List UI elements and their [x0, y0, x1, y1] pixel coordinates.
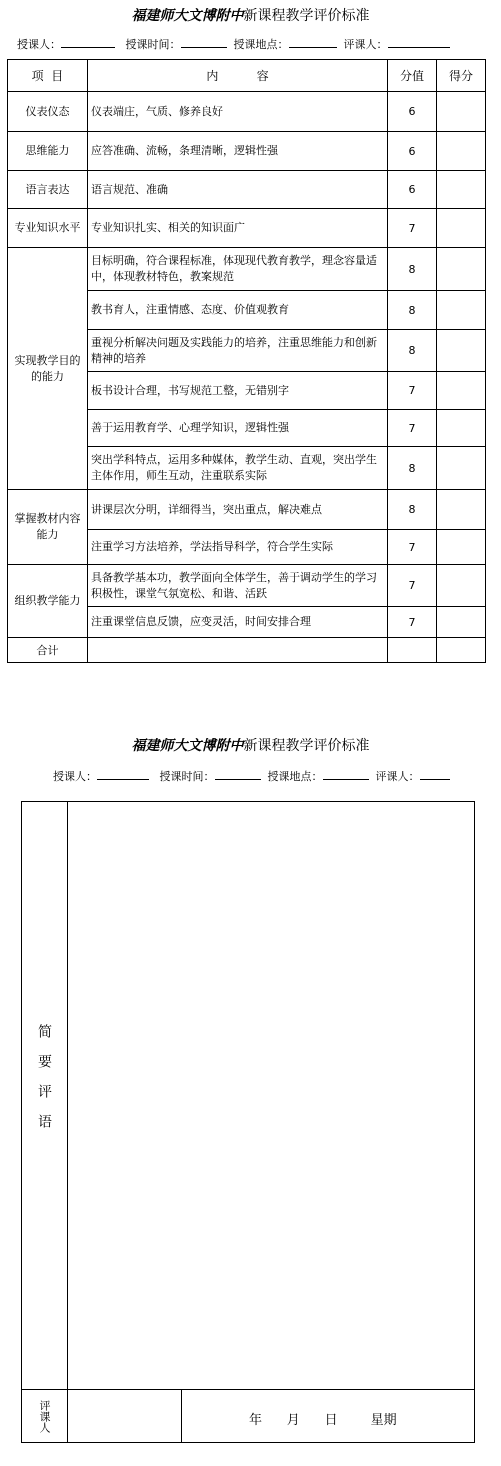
- table-row: [8, 490, 486, 530]
- total-score-cell: [388, 638, 437, 663]
- reviewer-label: 评课人：: [343, 38, 388, 51]
- row-score: 7: [388, 530, 437, 565]
- table-header-row: [8, 60, 486, 92]
- row-content: 语言规范、准确: [88, 171, 388, 209]
- row-score: 8: [388, 490, 437, 530]
- row-item: 掌握教材内容能力: [8, 490, 88, 565]
- row-got-cell[interactable]: [437, 330, 486, 372]
- row-item: 组织教学能力: [8, 565, 88, 638]
- row-content: 专业知识扎实、相关的知识面广: [88, 209, 388, 248]
- header-score: 分值: [388, 60, 437, 92]
- row-got-cell[interactable]: [437, 171, 486, 209]
- row-content: 仪表端庄，气质、修养良好: [88, 92, 388, 132]
- row-score: 7: [388, 410, 437, 447]
- teacher-blank[interactable]: [61, 37, 115, 48]
- header-item: 项 目: [8, 60, 88, 92]
- row-content: 注重课堂信息反馈，应变灵活，时间安排合理: [88, 607, 388, 638]
- row-got-cell[interactable]: [437, 209, 486, 248]
- row-score: 7: [388, 607, 437, 638]
- total-label: 合计: [8, 638, 88, 663]
- row-got-cell[interactable]: [437, 248, 486, 291]
- row-item: 仪表仪态: [8, 92, 88, 132]
- row-got-cell[interactable]: [437, 490, 486, 530]
- total-row: [8, 638, 486, 663]
- table-row: [8, 132, 486, 171]
- page2-title: [0, 735, 501, 755]
- date-line: 年 月 日 星期: [249, 1413, 397, 1428]
- teacher-blank[interactable]: [97, 769, 149, 780]
- table-row: [8, 209, 486, 248]
- row-content: 教书育人，注重情感、态度、价值观教育: [88, 291, 388, 330]
- row-score: 6: [388, 171, 437, 209]
- reviewer-blank[interactable]: [420, 769, 450, 780]
- time-blank[interactable]: [181, 37, 227, 48]
- page2-title-school: 福建师大文博附中: [131, 738, 244, 754]
- row-score: 8: [388, 330, 437, 372]
- total-content-cell: [88, 638, 388, 663]
- table-row: [8, 565, 486, 607]
- row-got-cell[interactable]: [437, 447, 486, 490]
- row-content: 善于运用教育学、心理学知识，逻辑性强: [88, 410, 388, 447]
- row-item: 专业知识水平: [8, 209, 88, 248]
- row-score: 8: [388, 447, 437, 490]
- row-content: 讲课层次分明，详细得当，突出重点，解决难点: [88, 490, 388, 530]
- row-score: 7: [388, 565, 437, 607]
- header-got: 得分: [437, 60, 486, 92]
- page2-info-line: [53, 768, 450, 784]
- row-got-cell[interactable]: [437, 565, 486, 607]
- header-content: 内 容: [88, 60, 388, 92]
- row-got-cell[interactable]: [437, 530, 486, 565]
- place-label: 授课地点：: [267, 770, 323, 783]
- row-got-cell[interactable]: [437, 291, 486, 330]
- table-row: [8, 248, 486, 291]
- page1-title: [0, 5, 501, 25]
- row-content: 具备教学基本功，教学面向全体学生，善于调动学生的学习积极性，课堂气氛宽松、和谐、活跃: [88, 565, 388, 607]
- table-row: [8, 92, 486, 132]
- row-score: 7: [388, 372, 437, 410]
- time-label: 授课时间：: [125, 38, 181, 51]
- row-got-cell[interactable]: [437, 607, 486, 638]
- row-item: 语言表达: [8, 171, 88, 209]
- page1-title-rest: 新课程教学评价标准: [243, 8, 370, 24]
- reviewer-label: 评课人：: [375, 770, 420, 783]
- row-content: 重视分析解决问题及实践能力的培养，注重思维能力和创新精神的培养: [88, 330, 388, 372]
- table-row: [8, 171, 486, 209]
- row-item: 实现教学目的的能力: [8, 248, 88, 490]
- page1-title-school: 福建师大文博附中: [131, 8, 244, 24]
- row-got-cell[interactable]: [437, 92, 486, 132]
- row-content: 注重学习方法培养，学法指导科学，符合学生实际: [88, 530, 388, 565]
- teacher-label: 授课人：: [17, 38, 61, 51]
- row-content: 目标明确，符合课程标准，体现现代教育教学，理念容量适中，体现教材特色，教案规范: [88, 248, 388, 291]
- reviewer-sign-area[interactable]: [68, 1390, 180, 1442]
- time-blank[interactable]: [215, 769, 261, 780]
- place-blank[interactable]: [323, 769, 369, 780]
- place-label: 授课地点：: [233, 38, 289, 51]
- reviewer-blank[interactable]: [388, 37, 450, 48]
- evaluation-table: [7, 59, 486, 663]
- row-got-cell[interactable]: [437, 410, 486, 447]
- comment-form: [21, 801, 475, 1443]
- row-score: 6: [388, 92, 437, 132]
- row-got-cell[interactable]: [437, 132, 486, 171]
- row-content: 板书设计合理，书写规范工整，无错别字: [88, 372, 388, 410]
- reviewer-sign-label: 评课人: [38, 1400, 51, 1433]
- comment-label: 简要评语: [36, 1024, 52, 1144]
- row-score: 8: [388, 248, 437, 291]
- time-label: 授课时间：: [159, 770, 215, 783]
- row-score: 8: [388, 291, 437, 330]
- row-content: 突出学科特点，运用多种媒体，教学生动、直观，突出学生主体作用，师生互动，注重联系实际: [88, 447, 388, 490]
- row-item: 思维能力: [8, 132, 88, 171]
- row-got-cell[interactable]: [437, 372, 486, 410]
- total-got-cell[interactable]: [437, 638, 486, 663]
- place-blank[interactable]: [289, 37, 337, 48]
- comment-area[interactable]: [68, 802, 475, 1388]
- page2-title-rest: 新课程教学评价标准: [243, 738, 370, 754]
- row-score: 7: [388, 209, 437, 248]
- row-content: 应答准确、流畅，条理清晰，逻辑性强: [88, 132, 388, 171]
- divider: [181, 1389, 182, 1443]
- teacher-label: 授课人：: [53, 770, 97, 783]
- row-score: 6: [388, 132, 437, 171]
- page1-info-line: [17, 36, 450, 52]
